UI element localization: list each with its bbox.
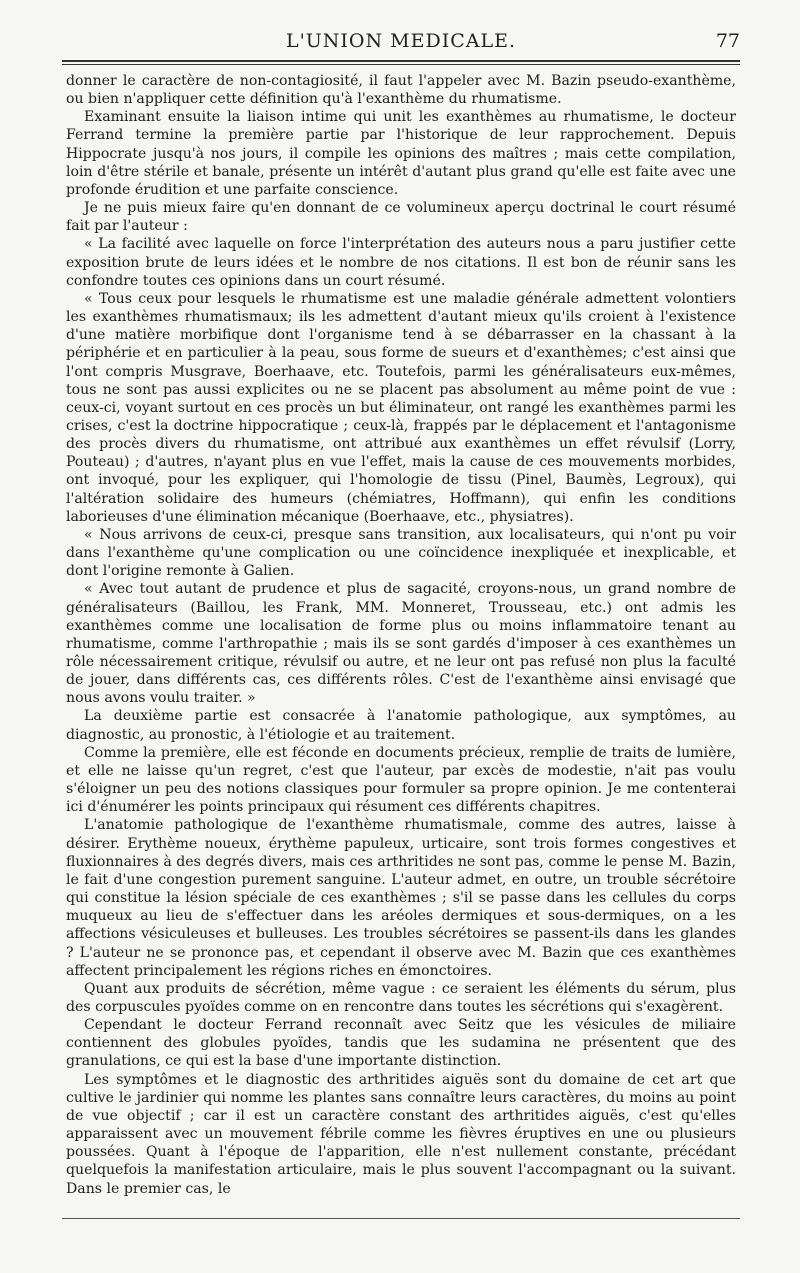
paragraph: Je ne puis mieux faire qu'en donnant de ce volumineux aperçu doctrinal le court résumé fait par l'auteur : xyxy=(66,200,736,235)
header-rule-thin xyxy=(62,64,740,65)
paragraph: « La facilité avec laquelle on force l'interprétation des auteurs nous a paru justifier cette exposition brute de leurs idées et le nombre de nos citations. Il est bon de réunir sans les confondre toutes ces opinions dans un court résumé. xyxy=(66,236,736,289)
paragraph: Comme la première, elle est féconde en documents précieux, remplie de traits de lumière, et elle ne laisse qu'un regret, c'est que l'auteur, par excès de modestie, n'ait pas voulu s'éloigner un peu des notions classiques pour formuler sa propre opinion. Je me contenterai ici d'énumérer les points principaux qui résument ces différents chapitres. xyxy=(66,744,736,816)
footer-rule xyxy=(62,1218,740,1219)
paragraph: La deuxième partie est consacrée à l'anatomie pathologique, aux symptômes, au diagnostic, au pronostic, à l'étiologie et au traitement. xyxy=(66,708,736,743)
paragraph: « Avec tout autant de prudence et plus de sagacité, croyons-nous, un grand nombre de généralisateurs (Baillou, les Frank, MM. Monneret, Trousseau, etc.) ont admis les exanthèmes comme une localisation de forme plus ou moins inflammatoire tenant au rhumatisme, comme l'arthropathie ; mais ils se sont gardés d'imposer à ces exanthèmes un rôle nécessairement critique, révulsif ou autre, et ne leur ont pas refusé non plus la faculté de jouer, dans différents cas, ces différents rôles. C'est de l'exanthème ainsi envisagé que nous avons voulu traiter. » xyxy=(66,581,736,707)
article-body xyxy=(66,72,736,1198)
paragraph: « Nous arrivons de ceux-ci, presque sans transition, aux localisateurs, qui n'ont pu voir dans l'exanthème qu'une complication ou une coïncidence inexpliquée et inexplicable, et dont l'origine remonte à Galien. xyxy=(66,526,736,580)
page-number: 77 xyxy=(715,30,740,52)
paragraph: L'anatomie pathologique de l'exanthème rhumatismale, comme des autres, laisse à désirer. Erythème noueux, érythème papuleux, urticaire, sont trois formes congestives et fluxionnaires à des degrés divers, mais ces arthritides ne sont pas, comme le pense M. Bazin, le fait d'une congestion purement sanguine. L'auteur admet, en outre, un trouble sécrétoire qui constitue la lésion spéciale de ces exanthèmes ; s'il se passe dans les cellules du corps muqueux au lieu de s'effectuer dans les aréoles dermiques et sous-dermiques, on a les affections vésiculeuses et bulleuses. Les troubles sécrétoires se passent-ils dans les glandes ? L'auteur ne se prononce pas, et cependant il observe avec M. Bazin que ces exanthèmes affectent principalement les régions riches en émonctoires. xyxy=(66,817,736,979)
header-rule xyxy=(62,60,740,62)
paragraph: Examinant ensuite la liaison intime qui unit les exanthèmes au rhumatisme, le docteur Ferrand termine la première partie par l'historique de leur rapprochement. Depuis Hippocrate jusqu'à nos jours, il compile les opinions des maîtres ; mais cette compilation, loin d'être stérile et banale, présente un intérêt d'autant plus grand qu'elle est faite avec une profonde érudition et une parfaite conscience. xyxy=(66,109,736,198)
running-header xyxy=(62,30,740,58)
paragraph: donner le caractère de non-contagiosité, il faut l'appeler avec M. Bazin pseudo-exanthème, ou bien n'appliquer cette définition qu'à l'exanthème du rhumatisme. xyxy=(66,73,736,108)
paragraph: Cependant le docteur Ferrand reconnaît avec Seitz que les vésicules de miliaire contiennent des globules pyoïdes, tandis que les sudamina ne présentent que des granulations, ce qui est la base d'une importante distinction. xyxy=(66,1017,736,1070)
journal-title: L'UNION MEDICALE. xyxy=(285,30,517,52)
paragraph: Quant aux produits de sécrétion, même vague : ce seraient les éléments du sérum, plus des corpuscules pyoïdes comme on en rencontre dans toutes les sécrétions qui s'exagèrent. xyxy=(66,980,736,1015)
paragraph: Les symptômes et le diagnostic des arthritides aiguës sont du domaine de cet art que cultive le jardinier qui nomme les plantes sans connaître leurs caractères, du moins au point de vue objectif ; car il est un caractère constant des arthritides aiguës, c'est qu'elles apparaissent avec un mouvement fébrile comme les fièvres éruptives en une ou plusieurs poussées. Quant à l'époque de l'apparition, elle n'est nullement constante, précédant quelquefois la manifestation articulaire, mais le plus souvent l'accompagnant ou la suivant. Dans le premier cas, le xyxy=(66,1071,736,1197)
paragraph: « Tous ceux pour lesquels le rhumatisme est une maladie générale admettent volontiers les exanthèmes rhumatismaux; ils les admettent d'autant mieux qu'ils croient à l'existence d'une matière morbifique dont l'organisme tend à se débarrasser en la chassant à la périphérie et en particulier à la peau, sous forme de sueurs et d'exanthèmes; c'est ainsi que l'ont compris Musgrave, Boerhaave, etc. Toutefois, parmi les généralisateurs eux-mêmes, tous ne sont pas aussi explicites ou ne se placent pas absolument au même point de vue : ceux-ci, voyant surtout en ces procès un but éliminateur, ont rangé les exanthèmes parmi les crises, c'est la doctrine hippocratique ; ceux-là, frappés par le déplacement et l'antagonisme des procès divers du rhumatisme, ont attribué aux exanthèmes un effet révulsif (Lorry, Pouteau) ; d'autres, n'ayant plus en vue l'effet, mais la cause de ces mouvements morbides, ont invoqué, pour les expliquer, qui l'homologie de tissu (Pinel, Baumès, Legroux), qui l'altération solidaire des humeurs (chémiatres, Hoffmann), qui enfin les conditions laborieuses d'une élimination mécanique (Boerhaave, etc., physiatres). xyxy=(66,290,736,525)
